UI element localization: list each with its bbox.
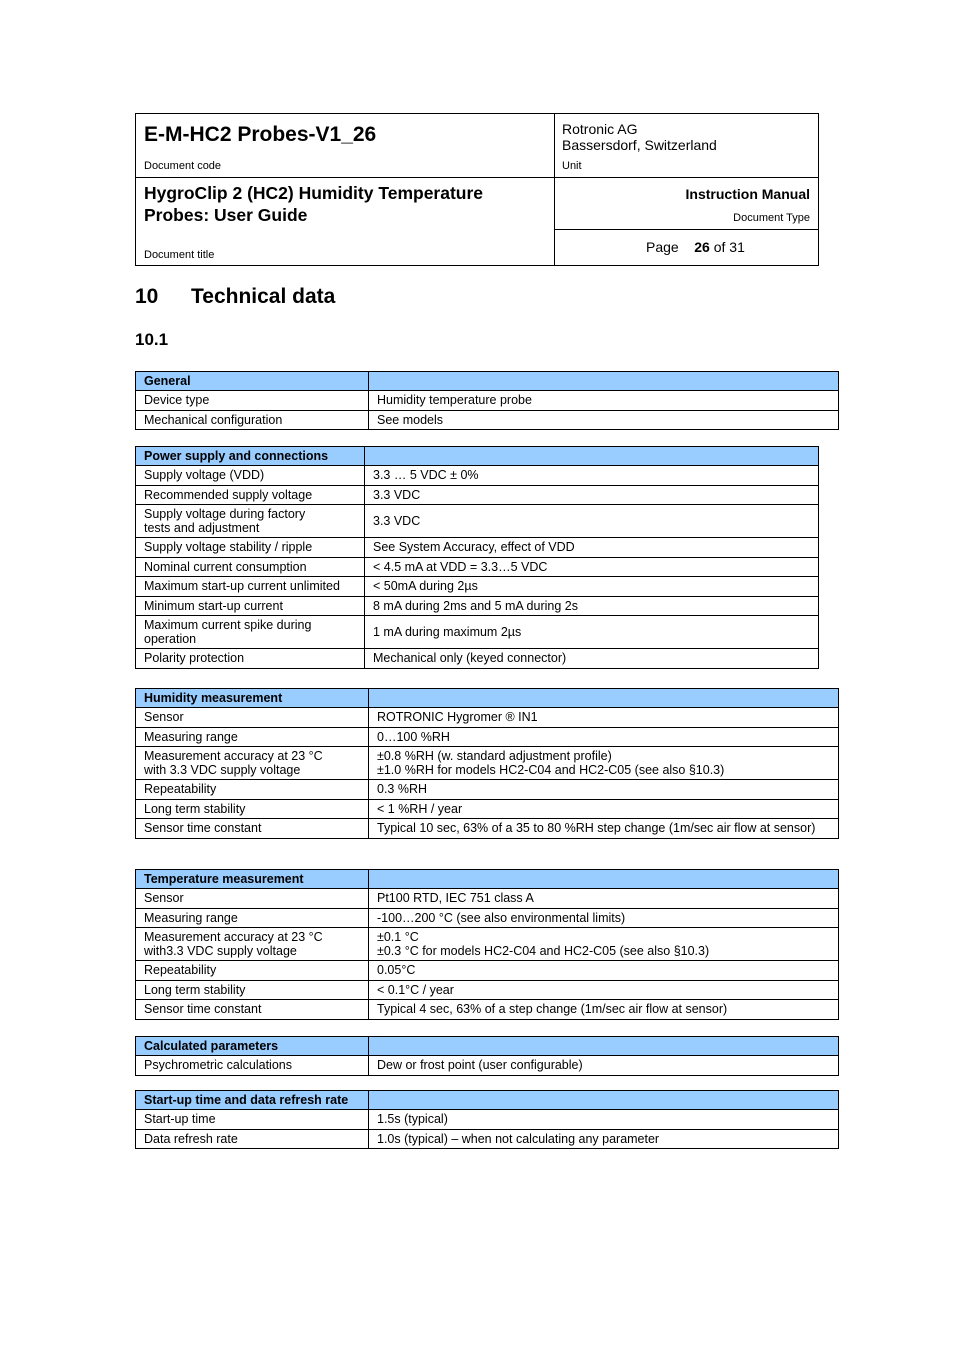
table-header-row xyxy=(136,1091,839,1110)
table-row xyxy=(136,780,839,800)
value-cell: Mechanical only (keyed connector) xyxy=(365,649,819,669)
document-title-label: Document title xyxy=(144,249,215,261)
table-header-row xyxy=(136,1037,839,1056)
page-current: 26 xyxy=(694,239,710,255)
table-row xyxy=(136,391,839,411)
table-row xyxy=(136,799,839,819)
value-cell: 0…100 %RH xyxy=(369,727,839,747)
spec-table xyxy=(135,1090,839,1149)
document-type: Instruction Manual xyxy=(685,186,810,202)
parameter-cell: Long term stability xyxy=(136,799,369,819)
table-header-blank xyxy=(369,689,839,708)
section-title: Technical data xyxy=(191,285,336,308)
value-cell: Typical 4 sec, 63% of a step change (1m/sec air flow at sensor) xyxy=(369,1000,839,1020)
table-header-row xyxy=(136,689,839,708)
table-title: Calculated parameters xyxy=(136,1037,369,1056)
value-cell: 3.3 VDC xyxy=(365,485,819,505)
value-cell: 1.5s (typical) xyxy=(369,1110,839,1130)
table-title: Power supply and connections xyxy=(136,447,365,466)
value-cell: < 50mA during 2µs xyxy=(365,577,819,597)
table-row xyxy=(136,616,819,649)
parameter-cell: Repeatability xyxy=(136,961,369,981)
parameter-cell: Psychrometric calculations xyxy=(136,1056,369,1076)
company-name: Rotronic AG xyxy=(562,121,638,137)
parameter-cell: Nominal current consumption xyxy=(136,557,365,577)
value-cell: Humidity temperature probe xyxy=(369,391,839,411)
document-type-label: Document Type xyxy=(733,212,810,224)
parameter-cell: Supply voltage (VDD) xyxy=(136,466,365,486)
company-location: Bassersdorf, Switzerland xyxy=(562,137,717,153)
value-cell: 0.3 %RH xyxy=(369,780,839,800)
table-row xyxy=(136,980,839,1000)
value-cell: See System Accuracy, effect of VDD xyxy=(365,538,819,558)
spec-table xyxy=(135,446,819,669)
parameter-cell: Supply voltage during factory tests and adjustment xyxy=(136,505,365,538)
table-header-blank xyxy=(369,870,839,889)
table-header-row xyxy=(136,447,819,466)
table-row xyxy=(136,961,839,981)
value-cell: 0.05°C xyxy=(369,961,839,981)
parameter-cell: Data refresh rate xyxy=(136,1129,369,1149)
table-row xyxy=(136,577,819,597)
parameter-cell: Long term stability xyxy=(136,980,369,1000)
value-cell: ±0.8 %RH (w. standard adjustment profile) ±1.0 %RH for models HC2-C04 and HC2-C05 (see also §10.3) xyxy=(369,747,839,780)
parameter-cell: Sensor xyxy=(136,708,369,728)
value-cell: 3.3 VDC xyxy=(365,505,819,538)
value-cell: ±0.1 °C ±0.3 °C for models HC2-C04 and HC2-C05 (see also §10.3) xyxy=(369,928,839,961)
table-header-row xyxy=(136,870,839,889)
value-cell: -100…200 °C (see also environmental limits) xyxy=(369,908,839,928)
value-cell: 1.0s (typical) – when not calculating any parameter xyxy=(369,1129,839,1149)
table-row xyxy=(136,410,839,430)
parameter-cell: Mechanical configuration xyxy=(136,410,369,430)
spec-table xyxy=(135,688,839,839)
table-row xyxy=(136,466,819,486)
table-row xyxy=(136,505,819,538)
parameter-cell: Minimum start-up current xyxy=(136,596,365,616)
parameter-cell: Start-up time xyxy=(136,1110,369,1130)
value-cell: Typical 10 sec, 63% of a 35 to 80 %RH step change (1m/sec air flow at sensor) xyxy=(369,819,839,839)
table-header-blank xyxy=(369,1091,839,1110)
parameter-cell: Supply voltage stability / ripple xyxy=(136,538,365,558)
value-cell: 8 mA during 2ms and 5 mA during 2s xyxy=(365,596,819,616)
table-row xyxy=(136,596,819,616)
value-cell: Pt100 RTD, IEC 751 class A xyxy=(369,889,839,909)
table-title: Temperature measurement xyxy=(136,870,369,889)
table-row xyxy=(136,538,819,558)
value-cell: < 1 %RH / year xyxy=(369,799,839,819)
company-block xyxy=(562,121,717,153)
value-cell: ROTRONIC Hygromer ® IN1 xyxy=(369,708,839,728)
table-title: Start-up time and data refresh rate xyxy=(136,1091,369,1110)
table-header-row xyxy=(136,372,839,391)
value-cell: 3.3 … 5 VDC ± 0% xyxy=(365,466,819,486)
table-row xyxy=(136,1129,839,1149)
parameter-cell: Sensor time constant xyxy=(136,1000,369,1020)
parameter-cell: Maximum current spike during operation xyxy=(136,616,365,649)
value-cell: 1 mA during maximum 2µs xyxy=(365,616,819,649)
parameter-cell: Measuring range xyxy=(136,727,369,747)
section-heading xyxy=(135,285,335,309)
spec-table xyxy=(135,371,839,430)
table-title: General xyxy=(136,372,369,391)
table-row xyxy=(136,747,839,780)
document-header xyxy=(135,113,819,266)
table-row xyxy=(136,1000,839,1020)
document-code-label: Document code xyxy=(144,160,222,172)
value-cell: See models xyxy=(369,410,839,430)
table-header-blank xyxy=(369,372,839,391)
parameter-cell: Device type xyxy=(136,391,369,411)
unit-label: Unit xyxy=(562,160,582,172)
table-row xyxy=(136,485,819,505)
document-code: E-M-HC2 Probes-V1_26 xyxy=(144,123,377,146)
table-header-blank xyxy=(369,1037,839,1056)
table-row xyxy=(136,908,839,928)
parameter-cell: Repeatability xyxy=(136,780,369,800)
table-row xyxy=(136,649,819,669)
spec-table xyxy=(135,1036,839,1076)
section-number: 10 xyxy=(135,285,159,308)
parameter-cell: Sensor time constant xyxy=(136,819,369,839)
value-cell: < 4.5 mA at VDD = 3.3…5 VDC xyxy=(365,557,819,577)
page-total: of 31 xyxy=(713,239,745,255)
subsection-number: 10.1 xyxy=(135,330,169,349)
table-row xyxy=(136,889,839,909)
table-title: Humidity measurement xyxy=(136,689,369,708)
table-row xyxy=(136,708,839,728)
table-row xyxy=(136,727,839,747)
table-row xyxy=(136,1110,839,1130)
table-row xyxy=(136,557,819,577)
value-cell: Dew or frost point (user configurable) xyxy=(369,1056,839,1076)
page-label: Page xyxy=(646,239,679,255)
table-row xyxy=(136,1056,839,1076)
table-row xyxy=(136,819,839,839)
parameter-cell: Polarity protection xyxy=(136,649,365,669)
document-title: HygroClip 2 (HC2) Humidity Temperature Probes: User Guide xyxy=(144,183,484,225)
parameter-cell: Maximum start-up current unlimited xyxy=(136,577,365,597)
table-header-blank xyxy=(365,447,819,466)
parameter-cell: Measurement accuracy at 23 °C with3.3 VDC supply voltage xyxy=(136,928,369,961)
parameter-cell: Measurement accuracy at 23 °C with 3.3 VDC supply voltage xyxy=(136,747,369,780)
parameter-cell: Recommended supply voltage xyxy=(136,485,365,505)
parameter-cell: Measuring range xyxy=(136,908,369,928)
table-row xyxy=(136,928,839,961)
parameter-cell: Sensor xyxy=(136,889,369,909)
value-cell: < 0.1°C / year xyxy=(369,980,839,1000)
spec-table xyxy=(135,869,839,1020)
page-number xyxy=(646,239,745,255)
